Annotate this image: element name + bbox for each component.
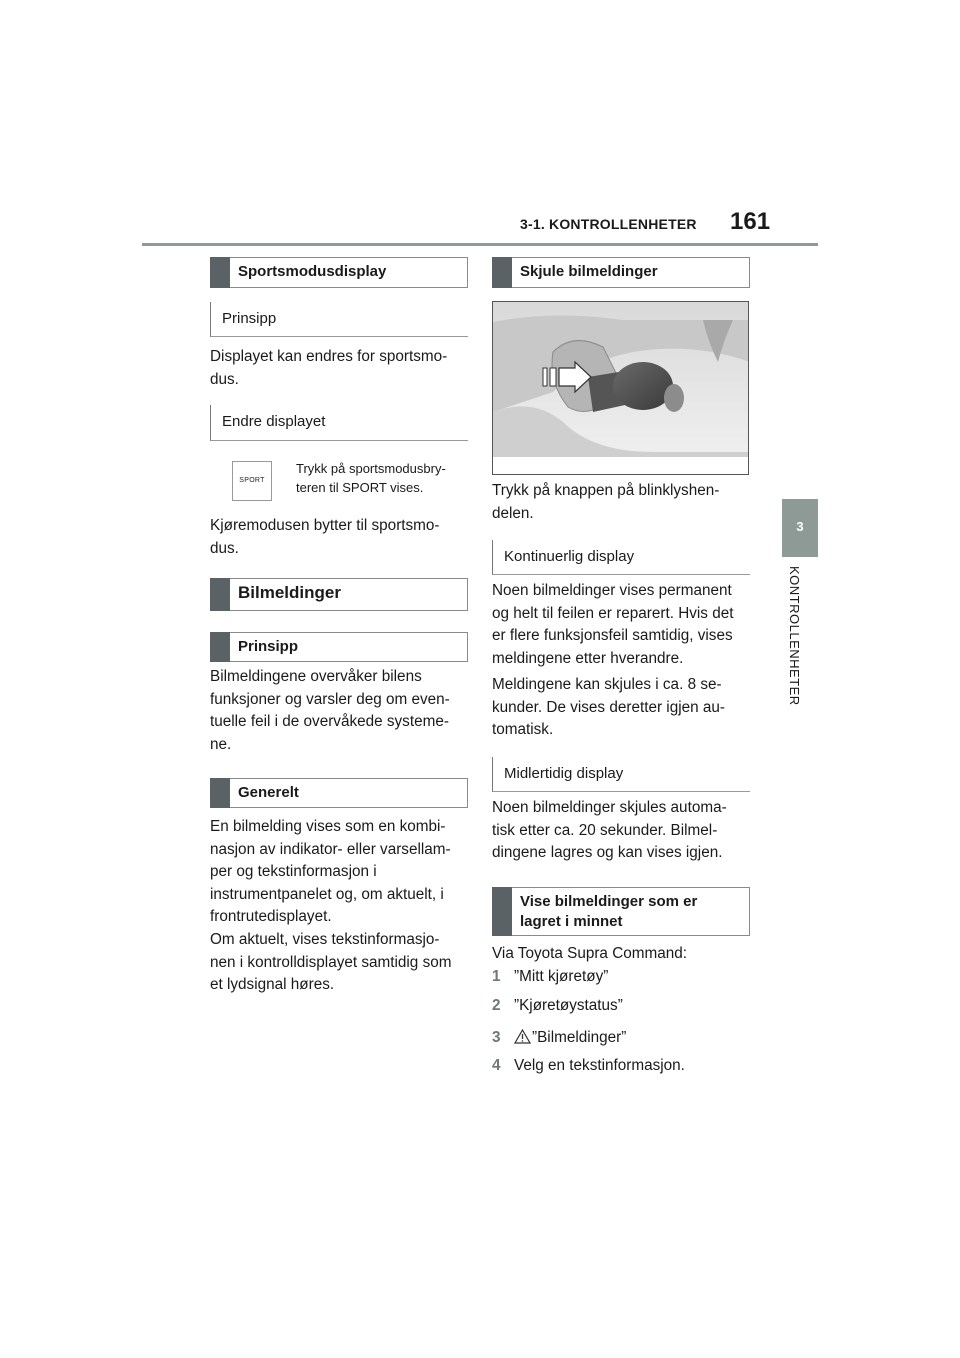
- paragraph-continuous-2: Meldingene kan skjules i ca. 8 se- kunder. De vises deretter igjen au- tomatisk.: [492, 676, 725, 738]
- page-number: 161: [730, 208, 771, 235]
- subheading-principle: Prinsipp: [210, 302, 468, 337]
- warning-triangle-icon: [514, 1029, 531, 1044]
- step-4: 4 Velg en tekstinformasjon.: [492, 1057, 685, 1074]
- sport-button-instruction: Trykk på sportsmodusbry- teren til SPORT vises.: [296, 461, 446, 495]
- turn-signal-lever-illustration: [492, 301, 749, 475]
- paragraph-drive-mode: Kjøremodusen bytter til sportsmo- dus.: [210, 517, 440, 557]
- sport-button-icon: SPORT: [232, 461, 272, 501]
- subheading-continuous-display: Kontinuerlig display: [492, 540, 750, 575]
- paragraph-general-1: En bilmelding vises som en kombi- nasjon av indikator- eller varsellam- per og tekstinformasjon i instrumentpanelet og, om aktuelt, i frontrutedisplayet.: [210, 818, 451, 925]
- paragraph-press-button: Trykk på knappen på blinklyshen- delen.: [492, 482, 720, 522]
- step-3: 3 ”Bilmeldinger”: [492, 1029, 627, 1046]
- heading-car-messages: Bilmeldinger: [210, 578, 468, 611]
- chapter-tab[interactable]: [782, 499, 818, 557]
- chapter-label: KONTROLLENHETER: [787, 566, 802, 706]
- heading-show-stored-messages: Vise bilmeldinger som er lagret i minnet: [492, 887, 750, 936]
- heading-general: Generelt: [210, 778, 468, 808]
- paragraph-via-command: Via Toyota Supra Command:: [492, 945, 688, 962]
- step-2: 2 ”Kjøretøystatus”: [492, 997, 623, 1014]
- heading-sport-display: Sportsmodusdisplay: [210, 257, 468, 288]
- heading-principle: Prinsipp: [210, 632, 468, 662]
- section-title: 3-1. KONTROLLENHETER: [520, 216, 697, 232]
- chapter-number: 3: [796, 519, 804, 534]
- paragraph-continuous-1: Noen bilmeldinger vises permanent og helt til feilen er reparert. Hvis det er flere funksjonsfeil samtidig, vises meldingene etter hverandre.: [492, 582, 734, 667]
- lever-illustration-svg: [493, 302, 749, 475]
- paragraph-general-2: Om aktuelt, vises tekstinformasjo- nen i kontrolldisplayet samtidig som et lydsignal høres.: [210, 931, 452, 993]
- subheading-change-display: Endre displayet: [210, 405, 468, 441]
- subheading-temporary-display: Midlertidig display: [492, 757, 750, 792]
- header-divider: [142, 243, 818, 246]
- paragraph-principle: Displayet kan endres for sportsmo- dus.: [210, 348, 448, 388]
- step-1: 1 ”Mitt kjøretøy”: [492, 968, 609, 985]
- paragraph-messages-principle: Bilmeldingene overvåker bilens funksjoner og varsler deg om even- tuelle feil i de overvåkede systeme- ne.: [210, 668, 450, 753]
- paragraph-temporary: Noen bilmeldinger skjules automa- tisk etter ca. 20 sekunder. Bilmel- dingene lagres og kan vises igjen.: [492, 799, 727, 861]
- heading-hide-messages: Skjule bilmeldinger: [492, 257, 750, 288]
